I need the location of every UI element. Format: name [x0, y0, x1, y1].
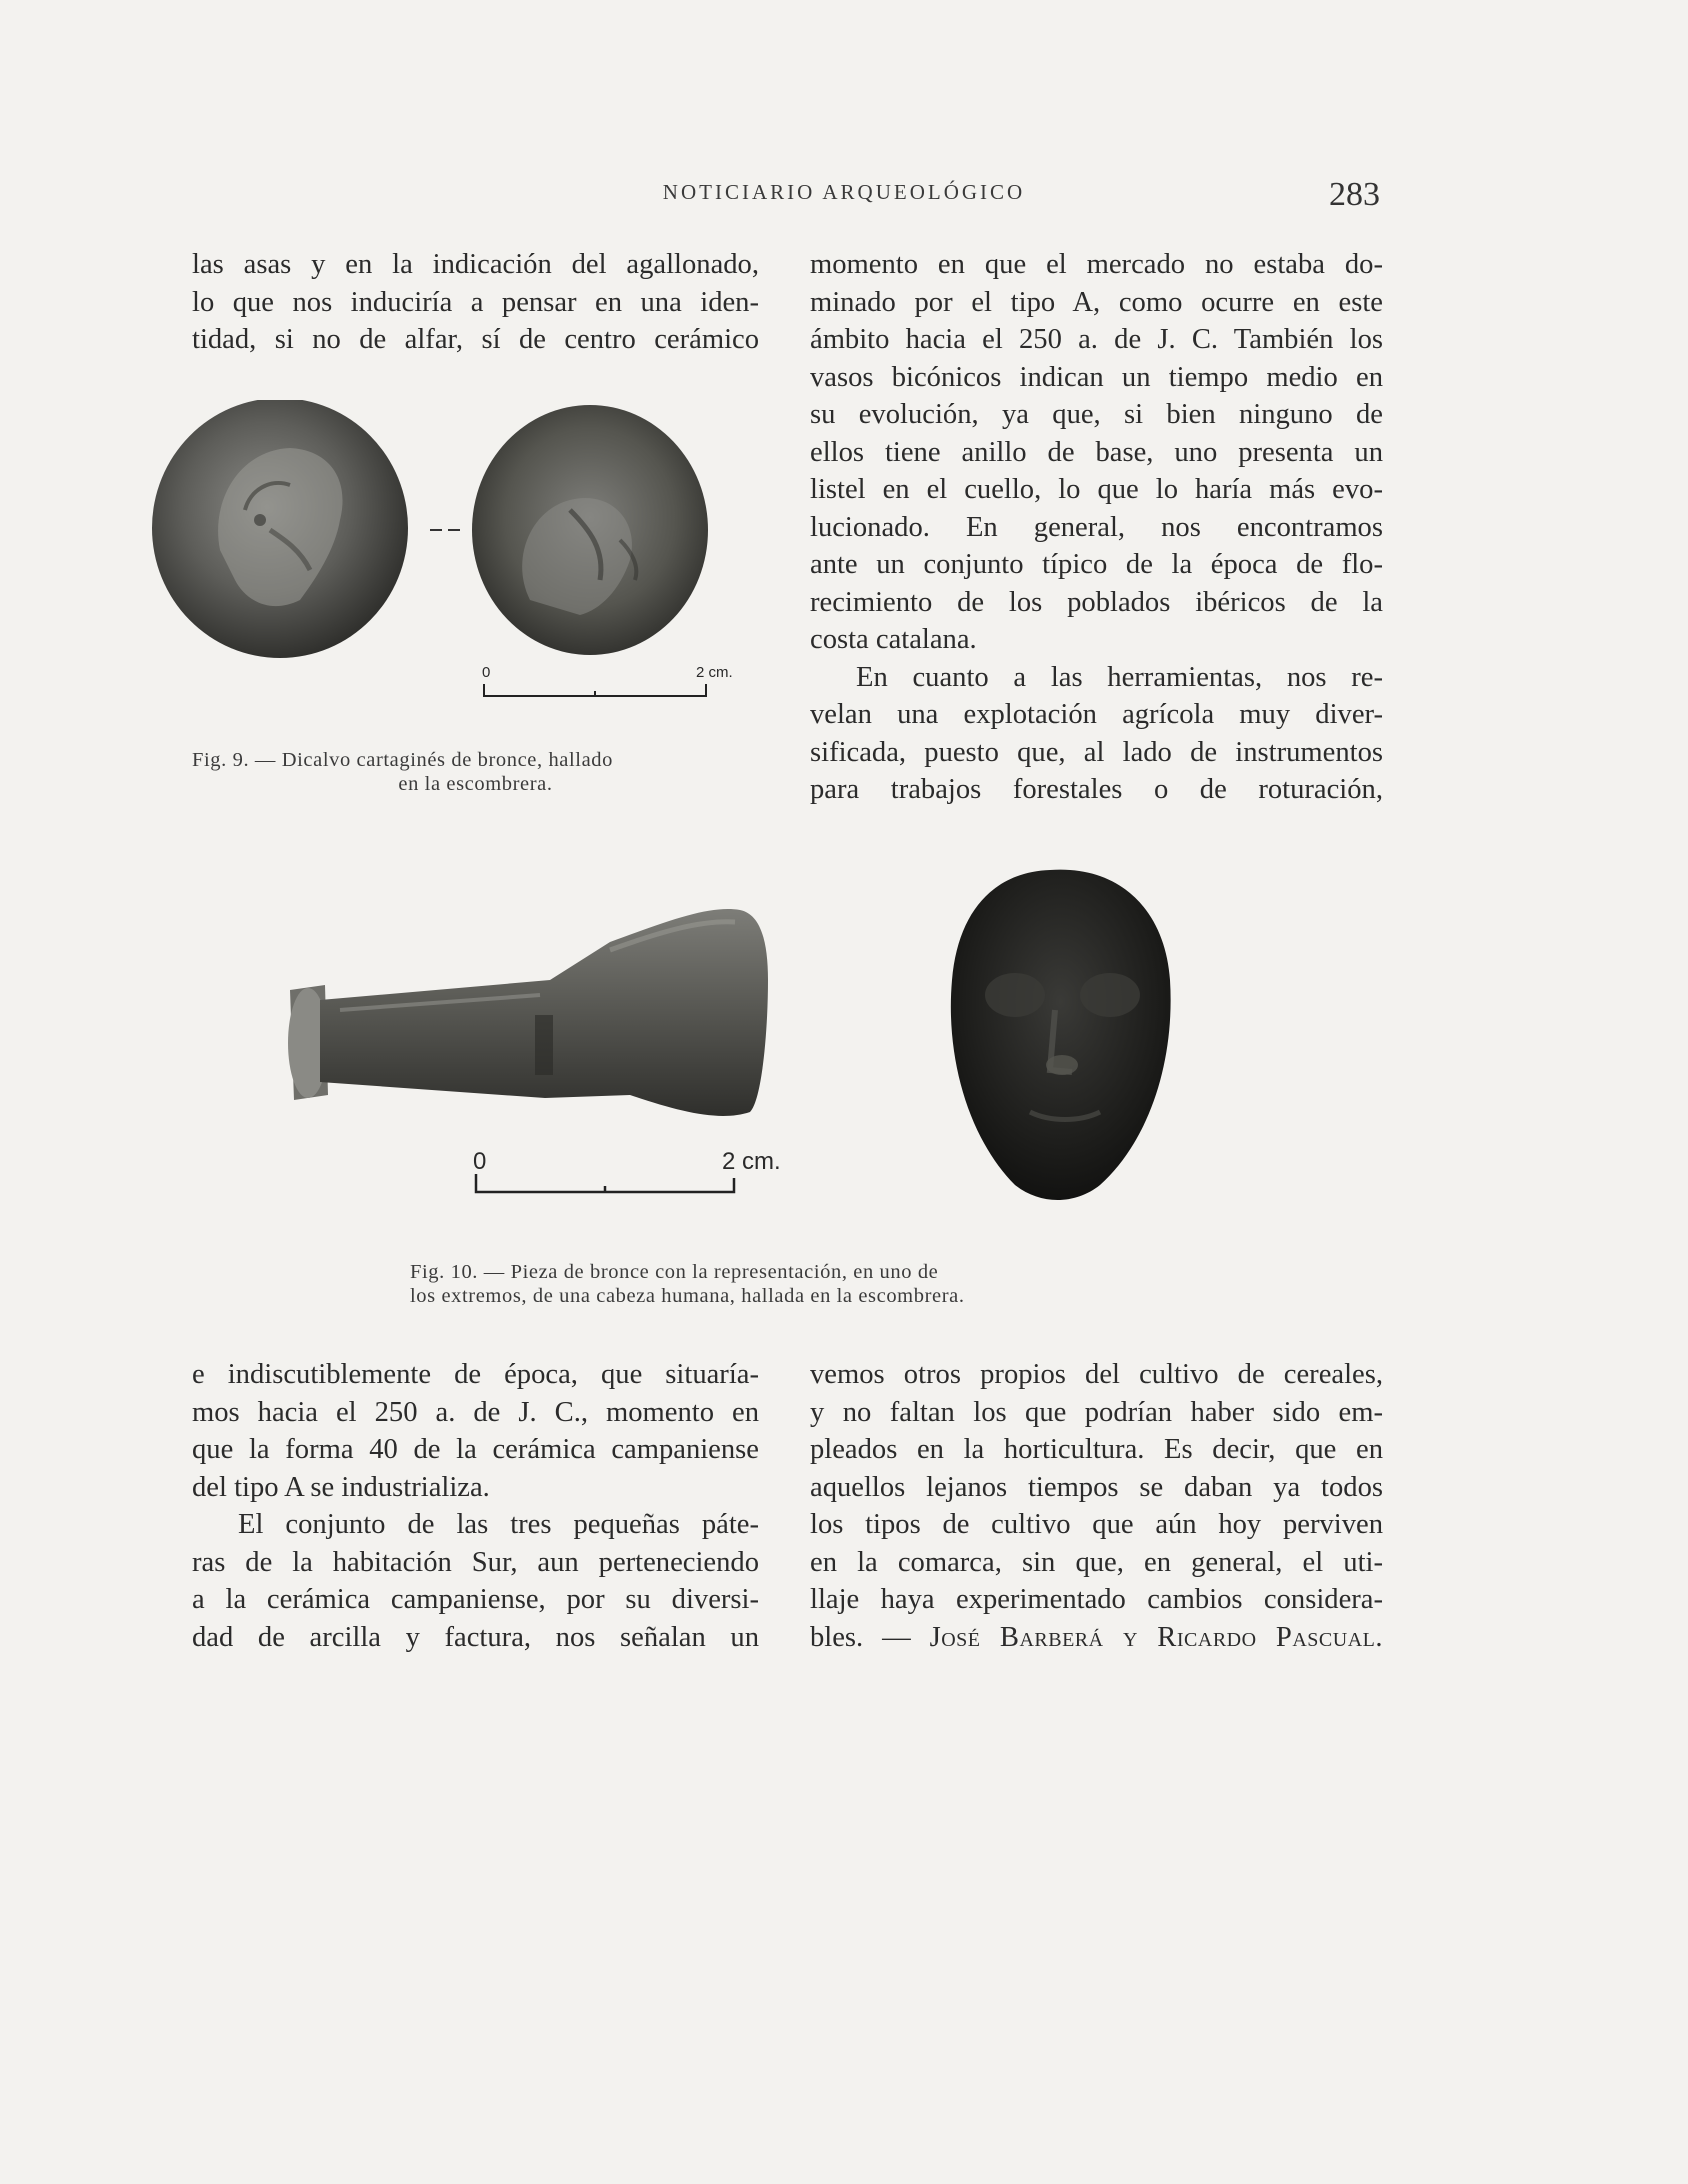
- text-line: ante un conjunto típico de la época de flo-: [810, 549, 1383, 580]
- caption-line: Fig. 9. — Dicalvo cartaginés de bronce, hallado: [192, 749, 613, 771]
- text-line: llaje haya experimentado cambios considera-: [810, 1584, 1383, 1615]
- text-line: dad de arcilla y factura, nos señalan un: [192, 1621, 759, 1653]
- text-line: El conjunto de las tres pequeñas páte-: [238, 1509, 759, 1540]
- fig10-caption: [410, 1260, 1190, 1308]
- text-line: ámbito hacia el 250 a. de J. C. También los: [810, 324, 1383, 355]
- text-line: e indiscutiblemente de época, que situaría-: [192, 1359, 759, 1390]
- bronze-head: [951, 870, 1171, 1200]
- caption-line: en la escombrera.: [398, 773, 553, 795]
- text-line: lo que nos induciría a pensar en una iden-: [192, 286, 759, 318]
- caption-line: los extremos, de una cabeza humana, hallada en la escombrera.: [410, 1285, 965, 1307]
- text-line: sificada, puesto que, al lado de instrumentos: [810, 736, 1383, 768]
- coin-obverse: [152, 400, 408, 658]
- bronze-tool: [288, 909, 768, 1116]
- top-right-column: [810, 246, 1383, 809]
- text-line: vasos bicónicos indican un tiempo medio en: [810, 361, 1383, 393]
- text-line: listel en el cuello, lo que lo haría más evo-: [810, 474, 1383, 505]
- text-line: recimiento de los poblados ibéricos de la: [810, 586, 1383, 618]
- fig9-caption: [192, 748, 759, 796]
- text-line: [810, 1619, 1383, 1657]
- text-line: y no faltan los que podrían haber sido em-: [810, 1396, 1383, 1428]
- text-line: su evolución, ya que, si bien ninguno de: [810, 399, 1383, 430]
- fig9-scale-bar: [478, 664, 758, 708]
- text-line: velan una explotación agrícola muy diver-: [810, 699, 1383, 730]
- text-line: tidad, si no de alfar, sí de centro cerámico: [192, 324, 759, 355]
- bottom-left-column: [192, 1356, 759, 1656]
- fig10-scale-bar: [470, 1148, 810, 1204]
- text-line: En cuanto a las herramientas, nos re-: [856, 661, 1383, 693]
- text-line: del tipo A se industrializa.: [192, 1471, 490, 1503]
- coin-reverse: [472, 405, 708, 655]
- text-line: pleados en la horticultura. Es decir, que en: [810, 1434, 1383, 1465]
- text-line: mos hacia el 250 a. de J. C., momento en: [192, 1396, 759, 1428]
- author-signature: José Barberá y Ricardo Pascual.: [929, 1621, 1383, 1653]
- page-number: 283: [1329, 176, 1380, 213]
- text-line: para trabajos forestales o de roturación,: [810, 774, 1383, 805]
- text-line: aquellos lejanos tiempos se daban ya todos: [810, 1471, 1383, 1503]
- text-line: momento en que el mercado no estaba do-: [810, 249, 1383, 280]
- text-line: los tipos de cultivo que aún hoy perviven: [810, 1509, 1383, 1540]
- text-line: minado por el tipo A, como ocurre en este: [810, 286, 1383, 318]
- scale-end-label: 2 cm.: [722, 1148, 781, 1175]
- text-line: lucionado. En general, nos encontramos: [810, 511, 1383, 543]
- text-fragment: bles. —: [810, 1621, 911, 1653]
- text-line: en la comarca, sin que, en general, el uti-: [810, 1546, 1383, 1578]
- text-line: ras de la habitación Sur, aun perteneciendo: [192, 1546, 759, 1578]
- caption-line: Fig. 10. — Pieza de bronce con la representación, en uno de: [410, 1261, 939, 1283]
- text-line: que la forma 40 de la cerámica campaniense: [192, 1434, 759, 1465]
- text-line: costa catalana.: [810, 624, 977, 655]
- bottom-right-column: [810, 1356, 1383, 1656]
- text-line: ellos tiene anillo de base, uno presenta un: [810, 436, 1383, 468]
- scale-zero-label: 0: [473, 1148, 487, 1175]
- scale-end-label: 2 cm.: [696, 664, 733, 681]
- top-left-column: [192, 246, 759, 359]
- running-title: NOTICIARIO ARQUEOLÓGICO: [662, 180, 1026, 204]
- text-line: las asas y en la indicación del agallonado,: [192, 249, 759, 280]
- scale-zero-label: 0: [482, 664, 491, 681]
- text-line: a la cerámica campaniense, por su diversi-: [192, 1584, 759, 1615]
- text-line: vemos otros propios del cultivo de cereales,: [810, 1359, 1383, 1390]
